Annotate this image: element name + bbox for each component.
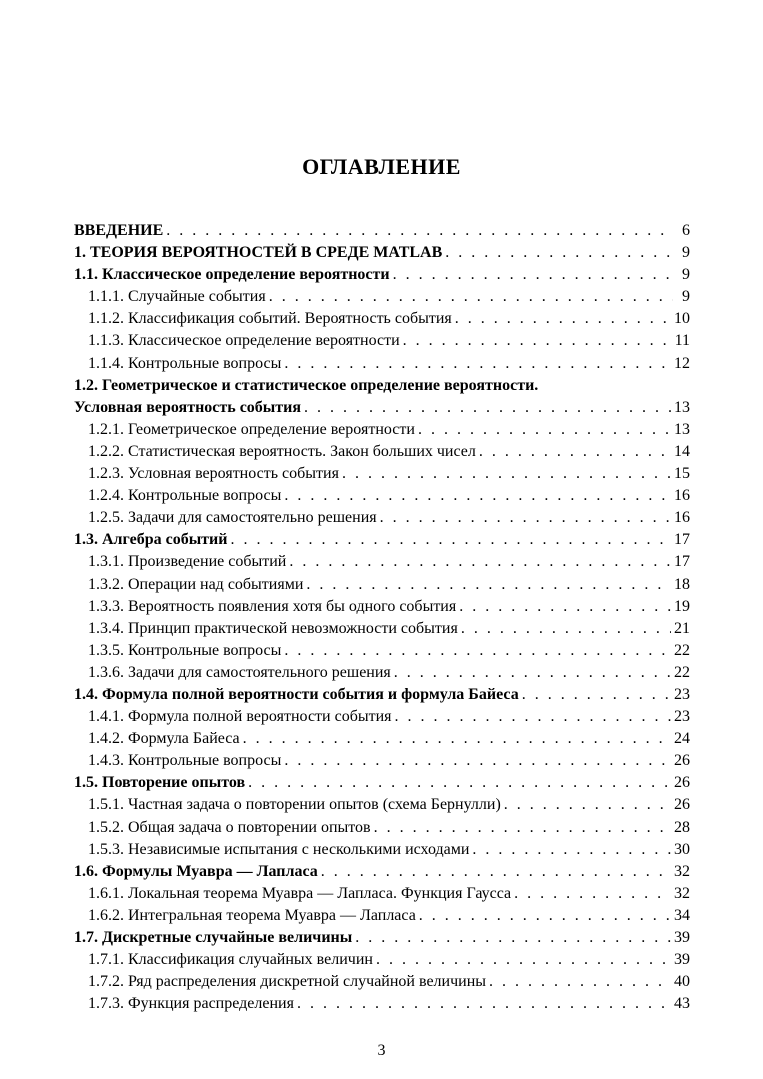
toc-leader-dots bbox=[489, 971, 671, 993]
toc-entry-label: 1.1.3. Классическое определение вероятности bbox=[88, 332, 400, 350]
toc-leader-dots bbox=[393, 264, 673, 286]
toc-entry[interactable] bbox=[74, 750, 690, 772]
toc-entry-page: 19 bbox=[674, 597, 690, 615]
toc-entry-label: 1.1. Классическое определение вероятности bbox=[74, 266, 390, 284]
toc-leader-dots bbox=[403, 330, 672, 352]
toc-entry[interactable] bbox=[74, 817, 690, 839]
toc-leader-dots bbox=[306, 574, 671, 596]
toc-entry-page: 32 bbox=[674, 884, 690, 902]
page-title: ОГЛАВЛЕНИЕ bbox=[302, 154, 461, 179]
toc-entry-page: 14 bbox=[674, 442, 690, 460]
toc-entry-label: 1.1.4. Контрольные вопросы bbox=[88, 354, 282, 372]
toc-entry-page: 28 bbox=[674, 818, 690, 836]
toc-entry-label: 1.6.2. Интегральная теорема Муавра — Лапласа bbox=[88, 906, 416, 924]
toc-entry[interactable] bbox=[74, 242, 690, 264]
toc-entry[interactable] bbox=[74, 286, 690, 308]
toc-entry[interactable] bbox=[74, 861, 690, 883]
toc-entry-page: 43 bbox=[674, 995, 690, 1013]
toc-entry-label: 1.6. Формулы Муавра — Лапласа bbox=[74, 862, 318, 880]
toc-entry[interactable] bbox=[74, 397, 690, 419]
toc-entry-label: 1.3.1. Произведение событий bbox=[88, 553, 287, 571]
toc-entry[interactable] bbox=[74, 463, 690, 485]
toc-entry-label: 1.3.3. Вероятность появления хотя бы одного события bbox=[88, 597, 457, 615]
toc-entry-page: 26 bbox=[674, 774, 690, 792]
toc-entry[interactable] bbox=[74, 529, 690, 551]
toc-entry-label: 1.2.5. Задачи для самостоятельно решения bbox=[88, 509, 377, 527]
toc-leader-dots bbox=[395, 706, 672, 728]
toc-leader-dots bbox=[461, 618, 671, 640]
toc-entry-page: 39 bbox=[674, 929, 690, 946]
toc-entry-label: 1.4. Формула полной вероятности события и формула Байеса bbox=[74, 685, 519, 703]
toc-entry[interactable] bbox=[74, 596, 690, 618]
toc-leader-dots bbox=[342, 463, 671, 485]
toc-entry-page: 34 bbox=[674, 906, 690, 924]
toc-leader-dots bbox=[230, 529, 671, 551]
toc-entry[interactable] bbox=[74, 441, 690, 463]
toc-entry-label: 1. ТЕОРИЯ ВЕРОЯТНОСТЕЙ В СРЕДЕ MATLAB bbox=[74, 244, 443, 262]
toc-entry[interactable] bbox=[74, 794, 690, 816]
toc-entry-page: 10 bbox=[674, 310, 690, 328]
toc-leader-dots bbox=[284, 640, 671, 662]
toc-entry-page: 30 bbox=[674, 840, 690, 858]
toc-entry-page: 40 bbox=[674, 973, 690, 991]
toc-leader-dots bbox=[394, 662, 671, 684]
toc-entry-label: 1.1.2. Классификация событий. Вероятность события bbox=[88, 310, 452, 328]
toc-entry-label: 1.4.2. Формула Байеса bbox=[88, 730, 240, 748]
toc-leader-dots bbox=[419, 905, 671, 927]
toc-entry-label: 1.5. Повторение опытов bbox=[74, 774, 246, 792]
toc-leader-dots bbox=[374, 817, 671, 839]
toc-leader-dots bbox=[472, 839, 671, 861]
toc-leader-dots bbox=[459, 596, 671, 618]
toc-entry-page: 17 bbox=[674, 531, 690, 549]
toc-entry-label: 1.4.1. Формула полной вероятности события bbox=[88, 708, 392, 726]
toc-leader-dots bbox=[289, 551, 671, 573]
toc-entry-page: 15 bbox=[674, 465, 690, 483]
toc-leader-dots bbox=[304, 397, 671, 419]
toc-entry-page: 13 bbox=[674, 398, 690, 416]
toc-leader-dots bbox=[445, 242, 673, 264]
toc-leader-dots bbox=[284, 353, 671, 375]
toc-leader-dots bbox=[284, 485, 671, 507]
toc-entry[interactable] bbox=[74, 330, 690, 352]
toc-entry[interactable] bbox=[74, 640, 690, 662]
toc-entry[interactable] bbox=[74, 905, 690, 927]
toc-entry-label: 1.1.1. Случайные события bbox=[88, 288, 266, 306]
toc-entry-label: 1.3.2. Операции над событиями bbox=[88, 575, 304, 593]
toc-entry-page: 26 bbox=[674, 796, 690, 814]
toc-entry-label: ВВЕДЕНИЕ bbox=[74, 222, 164, 239]
toc-leader-dots bbox=[380, 507, 671, 529]
toc-entry-page: 12 bbox=[674, 354, 690, 372]
toc-entry-label: 1.3.5. Контрольные вопросы bbox=[88, 641, 282, 659]
toc-entry-page: 11 bbox=[674, 332, 690, 350]
toc-leader-dots bbox=[269, 286, 673, 308]
toc-entry-label: 1.6.1. Локальная теорема Муавра — Лапласа. Функция Гаусса bbox=[88, 884, 512, 902]
toc-entry[interactable] bbox=[74, 684, 690, 706]
toc-leader-dots bbox=[297, 993, 671, 1015]
toc-leader-dots bbox=[504, 794, 671, 816]
toc-entry[interactable] bbox=[74, 551, 690, 573]
toc-entry-label: 1.5.1. Частная задача о повторении опытов (схема Бернулли) bbox=[88, 796, 501, 814]
toc-entry-page: 9 bbox=[682, 288, 690, 306]
toc-entry-page: 22 bbox=[674, 663, 690, 681]
toc-entry-page: 26 bbox=[674, 752, 690, 770]
toc-entry-page: 18 bbox=[674, 575, 690, 593]
table-of-contents bbox=[74, 220, 690, 1015]
toc-entry-label: 1.2.3. Условная вероятность события bbox=[88, 465, 339, 483]
toc-leader-dots bbox=[479, 441, 671, 463]
toc-entry[interactable] bbox=[74, 706, 690, 728]
toc-entry-page: 9 bbox=[682, 266, 690, 284]
toc-entry-page: 23 bbox=[674, 685, 690, 703]
toc-entry[interactable] bbox=[74, 993, 690, 1015]
toc-entry-label: 1.2.2. Статистическая вероятность. Закон больших чисел bbox=[88, 442, 476, 460]
toc-leader-dots bbox=[455, 308, 671, 330]
toc-leader-dots bbox=[321, 861, 671, 883]
toc-entry-label: 1.2.1. Геометрическое определение вероятности bbox=[88, 420, 415, 438]
toc-entry[interactable] bbox=[74, 839, 690, 861]
toc-entry[interactable] bbox=[74, 308, 690, 330]
toc-entry-page: 9 bbox=[682, 244, 690, 262]
toc-entry[interactable] bbox=[74, 485, 690, 507]
toc-entry-label: 1.7.2. Ряд распределения дискретной случайной величины bbox=[88, 973, 487, 991]
toc-entry[interactable] bbox=[74, 574, 690, 596]
toc-entry-page: 13 bbox=[674, 420, 690, 438]
toc-entry-label: 1.3.6. Задачи для самостоятельного решения bbox=[88, 663, 391, 681]
toc-entry[interactable] bbox=[74, 220, 690, 242]
toc-entry-label: 1.3.4. Принцип практической невозможности события bbox=[88, 619, 458, 637]
toc-entry[interactable] bbox=[74, 883, 690, 905]
toc-entry-label: 1.7.3. Функция распределения bbox=[88, 995, 294, 1013]
toc-entry-page: 16 bbox=[674, 509, 690, 527]
toc-entry-label: 1.7.1. Классификация случайных величин bbox=[88, 951, 373, 969]
toc-leader-dots bbox=[514, 883, 671, 905]
toc-entry-label: Условная вероятность события bbox=[74, 398, 302, 416]
toc-leader-dots bbox=[243, 728, 671, 750]
toc-entry-page: 32 bbox=[674, 862, 690, 880]
toc-entry[interactable] bbox=[74, 971, 690, 993]
toc-entry-page: 39 bbox=[674, 951, 690, 969]
toc-entry-page: 23 bbox=[674, 708, 690, 726]
toc-leader-dots bbox=[166, 220, 673, 242]
toc-entry[interactable] bbox=[74, 419, 690, 441]
toc-entry[interactable] bbox=[74, 949, 690, 971]
toc-leader-dots bbox=[355, 927, 671, 949]
toc-entry-label: 1.4.3. Контрольные вопросы bbox=[88, 752, 282, 770]
toc-entry-label: 1.5.3. Независимые испытания с несколькими исходами bbox=[88, 840, 470, 858]
toc-leader-dots bbox=[522, 684, 671, 706]
toc-entry-page: 16 bbox=[674, 487, 690, 505]
toc-entry[interactable] bbox=[74, 618, 690, 640]
toc-entry-page: 21 bbox=[674, 619, 690, 637]
toc-leader-dots bbox=[376, 949, 671, 971]
toc-entry-page: 17 bbox=[674, 553, 690, 571]
toc-leader-dots bbox=[284, 750, 671, 772]
toc-entry[interactable] bbox=[74, 728, 690, 750]
toc-entry-label: 1.2.4. Контрольные вопросы bbox=[88, 487, 282, 505]
toc-entry[interactable] bbox=[74, 375, 690, 397]
toc-entry[interactable] bbox=[74, 507, 690, 529]
toc-entry-page: 6 bbox=[682, 222, 690, 239]
page-number: 3 bbox=[377, 1042, 386, 1059]
toc-entry-page: 24 bbox=[674, 730, 690, 748]
toc-entry-label: 1.3. Алгебра событий bbox=[74, 531, 228, 549]
toc-entry-label: 1.5.2. Общая задача о повторении опытов bbox=[88, 818, 371, 836]
toc-entry-label: 1.2. Геометрическое и статистическое определение вероятности. bbox=[74, 376, 539, 394]
toc-entry-page: 22 bbox=[674, 641, 690, 659]
toc-leader-dots bbox=[248, 772, 671, 794]
toc-entry[interactable] bbox=[74, 353, 690, 375]
toc-entry[interactable] bbox=[74, 772, 690, 794]
toc-entry[interactable] bbox=[74, 662, 690, 684]
toc-entry[interactable] bbox=[74, 927, 690, 949]
toc-leader-dots bbox=[418, 419, 671, 441]
toc-entry-label: 1.7. Дискретные случайные величины bbox=[74, 929, 353, 946]
toc-entry[interactable] bbox=[74, 264, 690, 286]
